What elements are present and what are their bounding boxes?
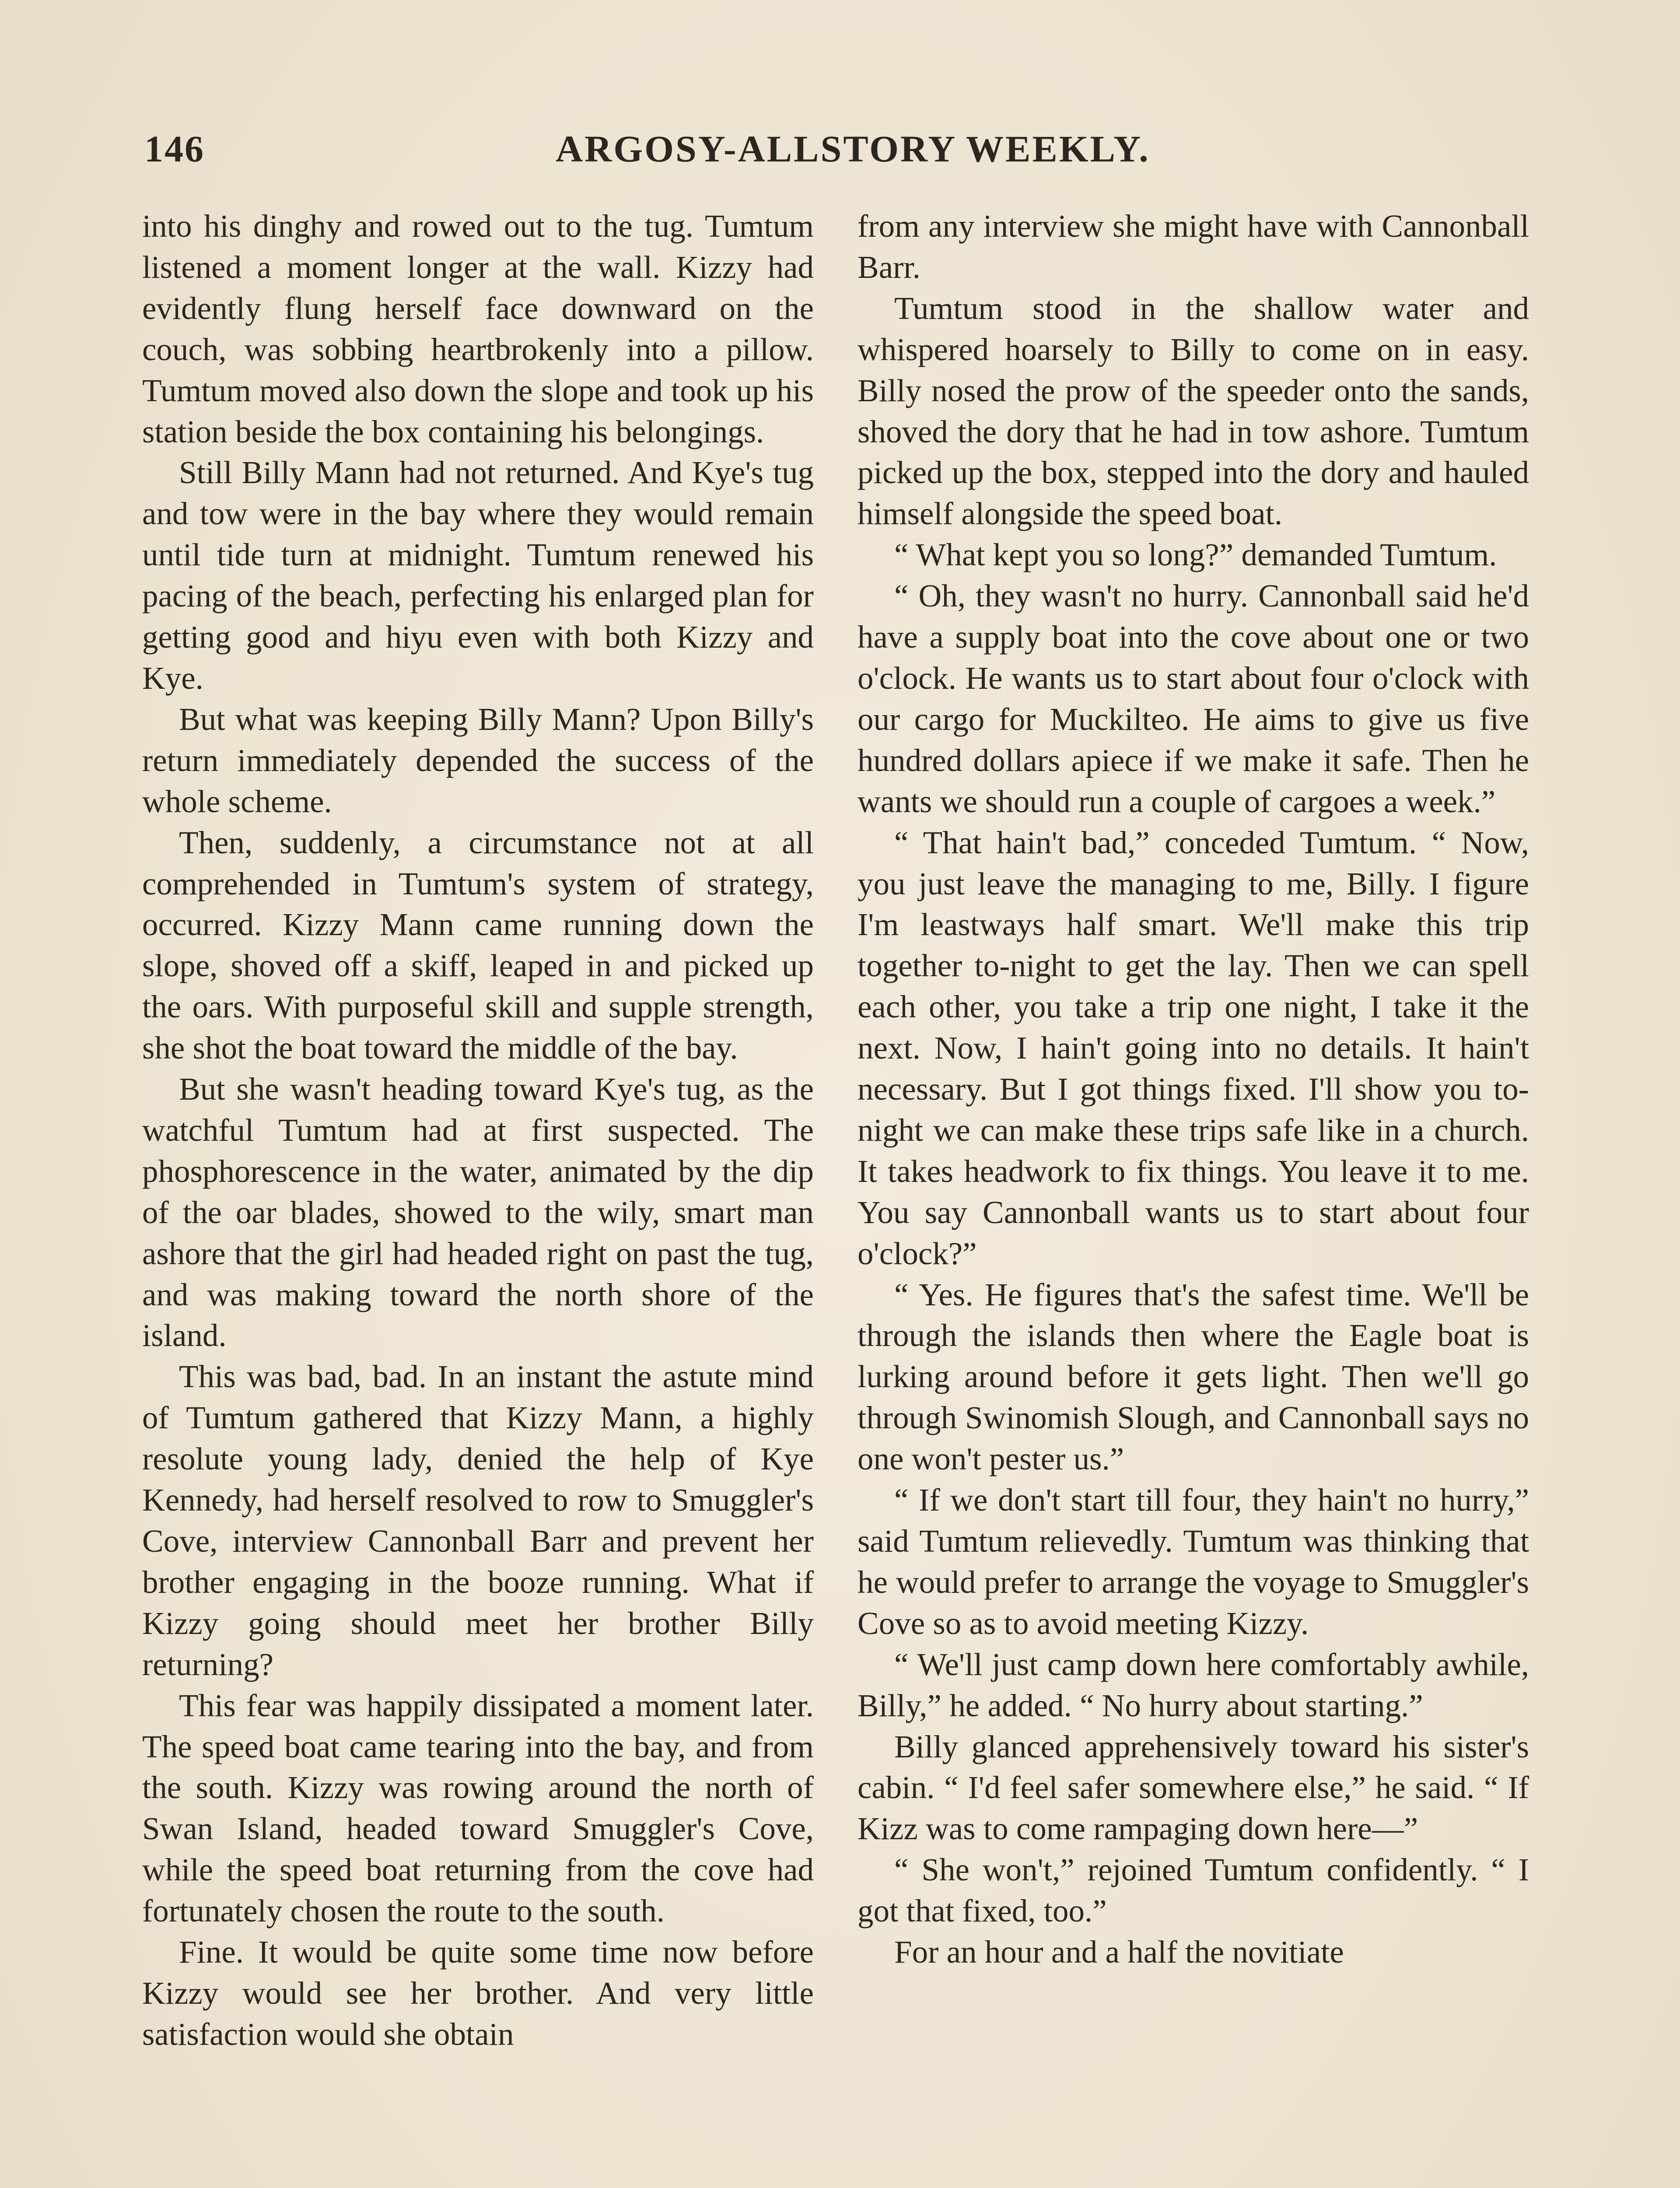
paragraph: This was bad, bad. In an instant the astute mind of Tumtum gathered that Kizzy Mann, a highly resolute young lady, denied the help of Kye Kennedy, had herself resolved to row to Smuggler's Cove, interview Cannonball Barr and prevent her brother engaging in the booze running. What if Kizzy going should meet her brother Billy returning?: [142, 1359, 814, 1682]
paragraph: “ Oh, they wasn't no hurry. Cannonball said he'd have a supply boat into the cove about one or two o'clock. He wants us to start about four o'clock with our cargo for Muckilteo. He aims to give us five hundred dollars apiece if we make it safe. Then he wants we should run a couple of cargoes a week.”: [858, 578, 1529, 819]
paragraph: “ Yes. He figures that's the safest time. We'll be through the islands then where the Eagle boat is lurking around before it gets light. Then we'll go through Swinomish Slough, and Cannonball says no one won't pester us.”: [858, 1276, 1529, 1477]
paragraph: “ If we don't start till four, they hain't no hurry,” said Tumtum relievedly. Tumtum was thinking that he would prefer to arrange the voyage to Smuggler's Cove so as to avoid meeting Kizzy.: [858, 1482, 1529, 1641]
paragraph: For an hour and a half the novitiate: [894, 1934, 1344, 1970]
paragraph: from any interview she might have with Cannonball Barr.: [858, 208, 1529, 285]
paragraph: Billy glanced apprehensively toward his sister's cabin. “ I'd feel safer somewhere else,” he said. “ If Kizz was to come rampaging down here—”: [858, 1729, 1529, 1847]
right-column: [858, 206, 1529, 1973]
page-number: 146: [144, 128, 205, 170]
paragraph: This fear was happily dissipated a moment later. The speed boat came tearing into the bay, and from the south. Kizzy was rowing around the north of Swan Island, headed toward Smuggler's Cove, while the speed boat returning from the cove had fortunately chosen the route to the south.: [142, 1687, 814, 1929]
paragraph: “ We'll just camp down here comfortably awhile, Billy,” he added. “ No hurry about starting.”: [858, 1646, 1529, 1723]
paragraph: Tumtum stood in the shallow water and whispered hoarsely to Billy to come on in easy. Billy nosed the prow of the speeder onto the sands, shoved the dory that he had in tow ashore. Tumtum picked up the box, stepped into the dory and hauled himself alongside the speed boat.: [858, 290, 1529, 532]
paragraph: Fine. It would be quite some time now before Kizzy would see her brother. And very little satisfaction would she obtain: [142, 1934, 814, 2052]
paragraph: Then, suddenly, a circumstance not at all comprehended in Tumtum's system of strategy, occurred. Kizzy Mann came running down the slope, shoved off a skiff, leaped in and picked up the oars. With purposeful skill and supple strength, she shot the boat toward the middle of the bay.: [142, 824, 814, 1066]
paragraph: “ What kept you so long?” demanded Tumtum.: [894, 537, 1497, 573]
page-header: [144, 127, 1544, 179]
paragraph: Still Billy Mann had not returned. And Kye's tug and tow were in the bay where they would remain until tide turn at midnight. Tumtum renewed his pacing of the beach, perfecting his enlarged plan for getting good and hiyu even with both Kizzy and Kye.: [142, 455, 814, 696]
paragraph: into his dinghy and rowed out to the tug. Tumtum listened a moment longer at the wall. Kizzy had evidently flung herself face downward on the couch, was sobbing heartbrokenly into a pillow. Tumtum moved also down the slope and took up his station beside the box containing his belongings.: [142, 208, 814, 449]
paragraph: “ That hain't bad,” conceded Tumtum. “ Now, you just leave the managing to me, Billy. I figure I'm leastways half smart. We'll make this trip together to-night to get the lay. Then we can spell each other, you take a trip one night, I take it the next. Now, I hain't going into no details. It hain't necessary. But I got things fixed. I'll show you to-night we can make these trips safe like in a church. It takes headwork to fix things. You leave it to me. You say Cannonball wants us to start about four o'clock?”: [858, 824, 1529, 1271]
paragraph: “ She won't,” rejoined Tumtum confidently. “ I got that fixed, too.”: [858, 1852, 1529, 1929]
paragraph: But what was keeping Billy Mann? Upon Billy's return immediately depended the success of the whole scheme.: [142, 701, 814, 819]
left-column: [142, 206, 814, 2055]
paragraph: But she wasn't heading toward Kye's tug, as the watchful Tumtum had at first suspected. The phosphorescence in the water, animated by the dip of the oar blades, showed to the wily, smart man ashore that the girl had headed right on past the tug, and was making toward the north shore of the island.: [142, 1071, 814, 1353]
running-head: ARGOSY-ALLSTORY WEEKLY.: [556, 128, 1150, 170]
